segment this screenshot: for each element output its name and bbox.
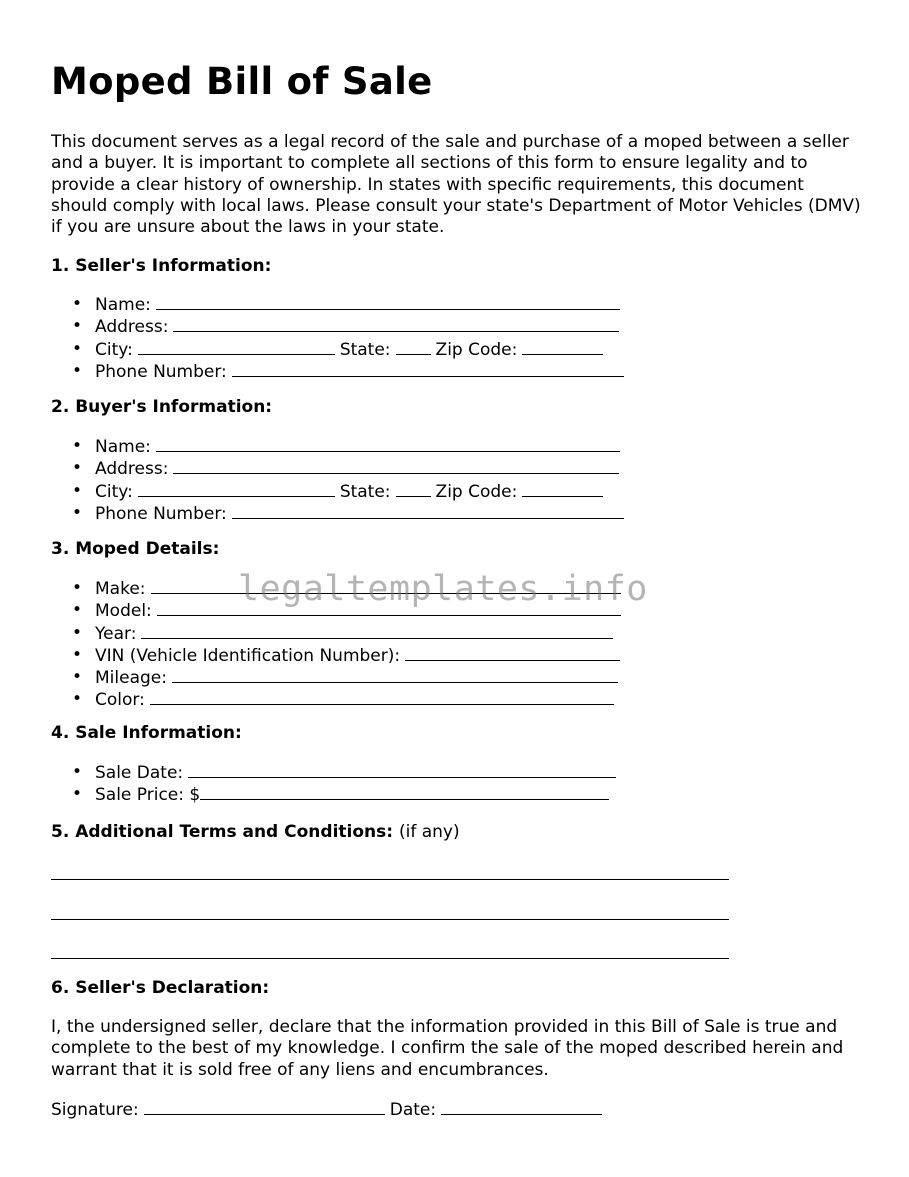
seller-zip-label: Zip Code: (435, 339, 518, 360)
document-title: Moped Bill of Sale (51, 60, 433, 103)
signature-date-label: Date: (389, 1100, 437, 1120)
buyer-zip-field[interactable] (522, 481, 603, 497)
seller-city-item (95, 339, 624, 361)
buyer-city-label: City: (95, 481, 133, 502)
moped-year-label: Year: (95, 623, 137, 644)
signature-label: Signature: (51, 1100, 139, 1120)
moped-mileage-item (95, 667, 621, 689)
moped-vin-field[interactable] (405, 645, 620, 661)
terms-note: (if any) (398, 822, 460, 842)
moped-color-item (95, 689, 621, 711)
moped-model-label: Model: (95, 601, 152, 622)
signature-field[interactable] (144, 1099, 385, 1115)
seller-address-field[interactable] (173, 316, 619, 332)
buyer-name-label: Name: (95, 437, 151, 457)
buyer-phone-field[interactable] (232, 503, 624, 519)
terms-line-1[interactable] (51, 879, 729, 880)
seller-address-label: Address: (95, 317, 169, 338)
sale-price-label: Sale Price: $ (95, 785, 201, 806)
sale-date-item (95, 762, 616, 784)
moped-make-field[interactable] (151, 578, 621, 594)
moped-vin-item (95, 645, 621, 667)
seller-phone-label: Phone Number: (95, 361, 227, 382)
seller-phone-item (95, 361, 624, 383)
seller-name-label: Name: (95, 295, 151, 315)
moped-year-item (95, 623, 621, 645)
buyer-fields (51, 436, 624, 525)
buyer-name-field[interactable] (156, 436, 620, 452)
seller-zip-field[interactable] (522, 339, 603, 355)
moped-model-item (95, 600, 621, 622)
seller-address-item (95, 316, 624, 338)
seller-city-field[interactable] (138, 339, 335, 355)
buyer-address-item (95, 458, 624, 480)
buyer-name-item (95, 436, 624, 458)
seller-name-item (95, 294, 624, 316)
terms-section-heading (51, 822, 460, 842)
buyer-address-field[interactable] (173, 458, 619, 474)
terms-line-3[interactable] (51, 958, 729, 959)
sale-date-label: Sale Date: (95, 763, 184, 783)
seller-city-label: City: (95, 339, 133, 360)
declaration-section-heading: 6. Seller's Declaration: (51, 978, 270, 998)
seller-name-field[interactable] (156, 294, 620, 310)
buyer-zip-label: Zip Code: (435, 481, 518, 502)
terms-heading-text: 5. Additional Terms and Conditions: (51, 822, 394, 842)
seller-state-field[interactable] (396, 339, 431, 355)
moped-mileage-label: Mileage: (95, 668, 167, 689)
buyer-city-item (95, 481, 624, 503)
moped-year-field[interactable] (141, 623, 613, 639)
buyer-state-field[interactable] (396, 481, 431, 497)
moped-make-item (95, 578, 621, 600)
buyer-section-heading: 2. Buyer's Information: (51, 397, 273, 417)
buyer-state-label: State: (339, 481, 391, 502)
seller-state-label: State: (339, 339, 391, 360)
moped-section-heading: 3. Moped Details: (51, 539, 220, 559)
terms-line-2[interactable] (51, 919, 729, 920)
moped-color-label: Color: (95, 690, 145, 711)
signature-date-field[interactable] (441, 1099, 602, 1115)
moped-mileage-field[interactable] (172, 667, 618, 683)
watermark-text: legaltemplates.info (238, 569, 648, 609)
sale-fields (51, 762, 616, 807)
sale-price-item (95, 784, 616, 806)
sale-price-field[interactable] (200, 784, 609, 800)
signature-row (51, 1099, 602, 1120)
moped-vin-label: VIN (Vehicle Identification Number): (95, 645, 401, 666)
buyer-phone-label: Phone Number: (95, 503, 227, 524)
seller-phone-field[interactable] (232, 361, 624, 377)
buyer-address-label: Address: (95, 459, 169, 480)
seller-section-heading: 1. Seller's Information: (51, 256, 272, 276)
seller-fields (51, 294, 624, 383)
moped-make-label: Make: (95, 579, 146, 599)
declaration-paragraph: I, the undersigned seller, declare that the information provided in this Bill of Sale is true and complete to the best of my knowledge. I confirm the sale of the moped described herein and warrant that it is sold free of any liens and encumbrances. (51, 1017, 844, 1080)
buyer-phone-item (95, 503, 624, 525)
sale-section-heading: 4. Sale Information: (51, 723, 242, 743)
sale-date-field[interactable] (188, 762, 616, 778)
moped-model-field[interactable] (157, 600, 621, 616)
moped-fields (51, 578, 621, 712)
moped-color-field[interactable] (150, 689, 614, 705)
buyer-city-field[interactable] (138, 481, 335, 497)
intro-paragraph: This document serves as a legal record of the sale and purchase of a moped between a seller and a buyer. It is important to complete all sections of this form to ensure legality and to provide a clear history of ownership. In states with specific requirements, this document should comply with local laws. Please consult your state's Department of Motor Vehicles (DMV) if you are unsure about the laws in your state. (51, 132, 861, 238)
